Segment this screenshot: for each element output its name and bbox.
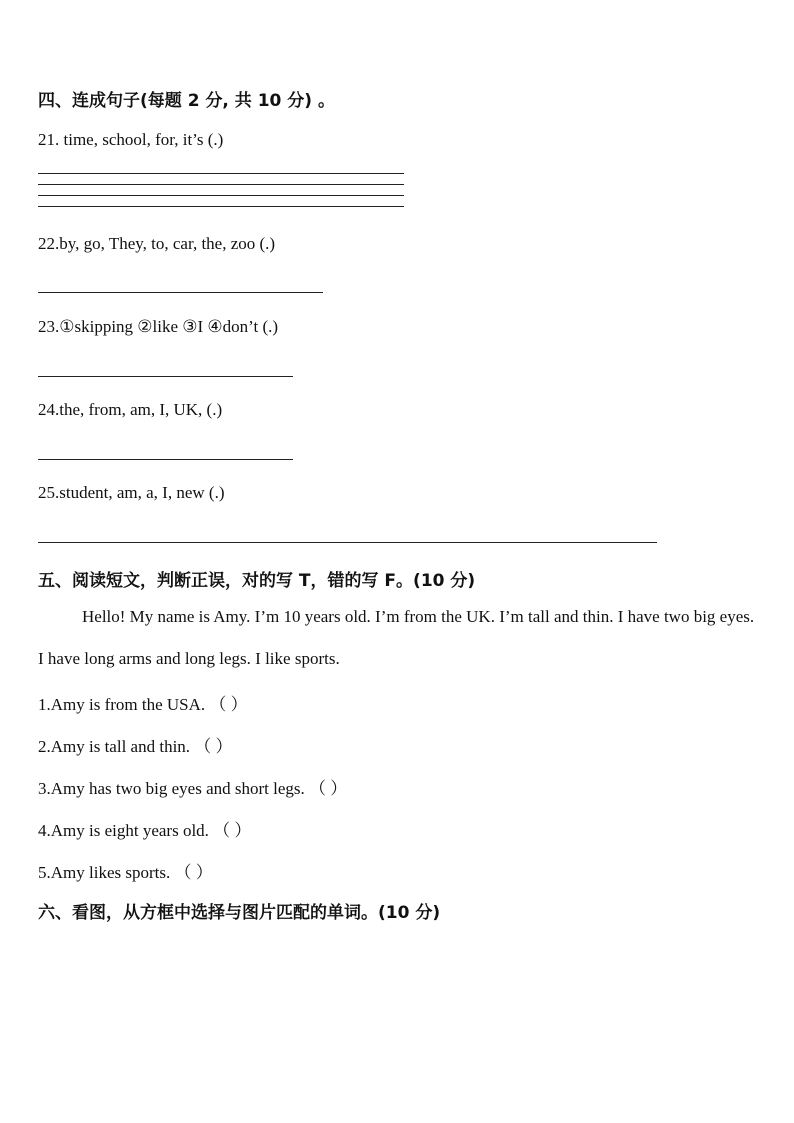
question-23: 23.①skipping ②like ③I ④don’t (.) bbox=[38, 317, 279, 336]
answer-blank[interactable]: （ ） bbox=[309, 779, 348, 798]
tf-statement: 3.Amy has two big eyes and short legs. bbox=[38, 779, 305, 798]
section-4-heading: 四、连成句子(每题 2 分, 共 10 分) 。 bbox=[38, 91, 335, 111]
question-21: 21. time, school, for, it’s (.) bbox=[38, 130, 224, 149]
section-6-heading: 六、看图，从方框中选择与图片匹配的单词。(10 分) bbox=[38, 903, 441, 923]
answer-line bbox=[38, 195, 404, 196]
answer-line bbox=[38, 542, 657, 543]
tf-statement: 4.Amy is eight years old. bbox=[38, 821, 209, 840]
answer-line bbox=[38, 206, 404, 207]
tf-item-4 bbox=[38, 816, 251, 841]
question-24: 24.the, from, am, I, UK, (.) bbox=[38, 400, 223, 419]
answer-blank[interactable]: （ ） bbox=[213, 821, 252, 840]
tf-statement: 5.Amy likes sports. bbox=[38, 863, 171, 882]
answer-blank[interactable]: （ ） bbox=[209, 695, 248, 714]
tf-statement: 1.Amy is from the USA. bbox=[38, 695, 206, 714]
answer-line bbox=[38, 184, 404, 185]
answer-blank[interactable]: （ ） bbox=[194, 737, 233, 756]
tf-statement: 2.Amy is tall and thin. bbox=[38, 737, 191, 756]
answer-line bbox=[38, 292, 323, 293]
section-5-heading: 五、阅读短文，判断正误，对的写 T，错的写 F。(10 分) bbox=[38, 571, 476, 591]
question-25: 25.student, am, a, I, new (.) bbox=[38, 483, 225, 502]
answer-line bbox=[38, 376, 293, 377]
tf-item-1 bbox=[38, 690, 248, 715]
question-22: 22.by, go, They, to, car, the, zoo (.) bbox=[38, 234, 276, 253]
tf-item-2 bbox=[38, 732, 233, 757]
tf-item-3 bbox=[38, 774, 347, 799]
answer-line bbox=[38, 459, 293, 460]
answer-blank[interactable]: （ ） bbox=[174, 863, 213, 882]
reading-passage: Hello! My name is Amy. I’m 10 years old. I’m from the UK. I’m tall and thin. I have two big eyes. I have long arms and long legs. I like sports. bbox=[38, 607, 755, 668]
answer-line bbox=[38, 173, 404, 174]
tf-item-5 bbox=[38, 858, 213, 883]
